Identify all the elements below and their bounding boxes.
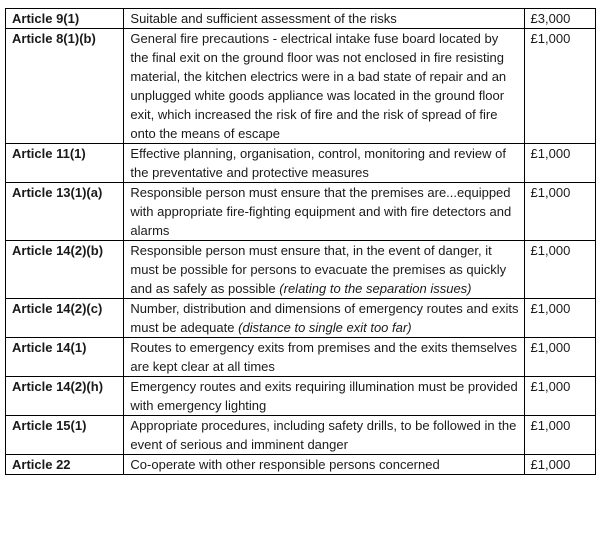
table-row bbox=[6, 144, 596, 183]
description-cell bbox=[124, 241, 524, 299]
description-text: Appropriate procedures, including safety drills, to be followed in the event of serious and imminent danger bbox=[130, 418, 517, 452]
fine-cell: £1,000 bbox=[524, 416, 595, 455]
fine-cell: £1,000 bbox=[524, 455, 595, 475]
description-text: Co-operate with other responsible persons concerned bbox=[130, 457, 440, 472]
article-cell: Article 14(1) bbox=[6, 338, 124, 377]
table-row bbox=[6, 299, 596, 338]
fines-table-container bbox=[5, 8, 596, 475]
description-text: Suitable and sufficient assessment of the risks bbox=[130, 11, 397, 26]
table-row bbox=[6, 338, 596, 377]
fines-table-body bbox=[6, 9, 596, 475]
description-cell bbox=[124, 455, 524, 475]
table-row bbox=[6, 416, 596, 455]
fines-table bbox=[5, 8, 596, 475]
article-cell: Article 11(1) bbox=[6, 144, 124, 183]
description-text: General fire precautions - electrical intake fuse board located by the final exit on the ground floor was not enclosed in fire resisting material, the kitchen electrics were in a bad state of repair and an unplugged white goods appliance was located in the ground floor exit, which increased the risk of fire and the risk of spread of fire onto the means of escape bbox=[130, 31, 507, 141]
description-cell bbox=[124, 29, 524, 144]
description-cell bbox=[124, 299, 524, 338]
description-cell bbox=[124, 416, 524, 455]
fine-cell: £1,000 bbox=[524, 144, 595, 183]
article-cell: Article 22 bbox=[6, 455, 124, 475]
description-text: Routes to emergency exits from premises and the exits themselves are kept clear at all times bbox=[130, 340, 517, 374]
table-row bbox=[6, 241, 596, 299]
table-row bbox=[6, 29, 596, 144]
article-cell: Article 14(2)(b) bbox=[6, 241, 124, 299]
article-cell: Article 15(1) bbox=[6, 416, 124, 455]
article-cell: Article 14(2)(h) bbox=[6, 377, 124, 416]
description-text: Effective planning, organisation, control, monitoring and review of the preventative and protective measures bbox=[130, 146, 506, 180]
table-row bbox=[6, 183, 596, 241]
description-text: Responsible person must ensure that the premises are...equipped with appropriate fire-fighting equipment and with fire detectors and alarms bbox=[130, 185, 512, 238]
fine-cell: £1,000 bbox=[524, 29, 595, 144]
table-row bbox=[6, 377, 596, 416]
description-text: Number, distribution and dimensions of emergency routes and exits must be adequate bbox=[130, 301, 519, 335]
fine-cell: £1,000 bbox=[524, 299, 595, 338]
description-text: Responsible person must ensure that, in the event of danger, it must be possible for persons to evacuate the premises as quickly and as safely as possible bbox=[130, 243, 507, 296]
fine-cell: £3,000 bbox=[524, 9, 595, 29]
table-row bbox=[6, 455, 596, 475]
description-cell bbox=[124, 183, 524, 241]
description-cell bbox=[124, 377, 524, 416]
article-cell: Article 14(2)(c) bbox=[6, 299, 124, 338]
fine-cell: £1,000 bbox=[524, 183, 595, 241]
article-cell: Article 8(1)(b) bbox=[6, 29, 124, 144]
fine-cell: £1,000 bbox=[524, 338, 595, 377]
description-cell bbox=[124, 338, 524, 377]
article-cell: Article 9(1) bbox=[6, 9, 124, 29]
article-cell: Article 13(1)(a) bbox=[6, 183, 124, 241]
table-row bbox=[6, 9, 596, 29]
description-cell bbox=[124, 9, 524, 29]
fine-cell: £1,000 bbox=[524, 377, 595, 416]
description-cell bbox=[124, 144, 524, 183]
description-note: (relating to the separation issues) bbox=[279, 281, 472, 296]
fine-cell: £1,000 bbox=[524, 241, 595, 299]
description-text: Emergency routes and exits requiring illumination must be provided with emergency lighting bbox=[130, 379, 518, 413]
description-note: (distance to single exit too far) bbox=[238, 320, 412, 335]
